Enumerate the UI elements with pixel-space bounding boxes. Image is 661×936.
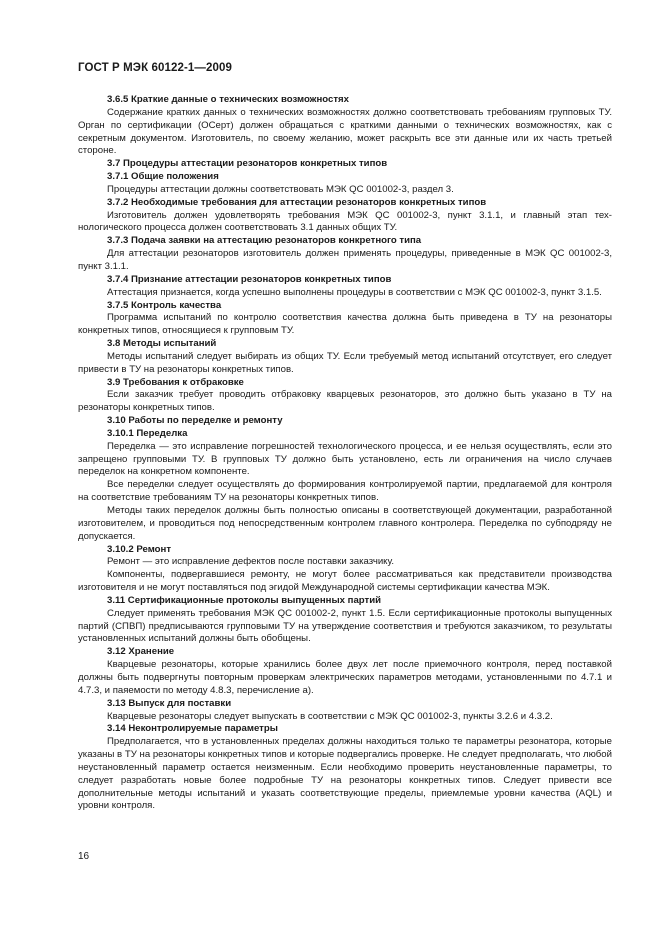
body-paragraph: Для аттестации резонаторов изготовитель должен применять процедуры, приведенные в МЭК QC 001002-3, пункт 3.1.1. [78,248,612,272]
section-heading: 3.7.2 Необходимые требования для аттестации резонаторов конкретных типов [107,196,487,208]
body-paragraph: Содержание кратких данных о технических возможностях должно соответствовать требованиям групповых ТУ. Орган по сертификации (ОСерт) должен обращаться с краткими данными о технических возможностях, как с секретным документом. Изготовитель, по своему желанию, может раскрыть все эти данные или их часть третьей стороне. [78,106,612,157]
body-paragraph: Компоненты, подвергавшиеся ремонту, не могут более рассматриваться как представители производства изготовителя и не могут поставляться под эгидой Международной системы сертификации качества МЭК. [78,569,612,594]
section-heading: 3.7.1 Общие положения [107,171,219,183]
section-heading: 3.7 Процедуры аттестации резонаторов конкретных типов [107,158,388,170]
section-heading: 3.10 Работы по переделке и ремонту [107,415,283,427]
body-paragraph: Методы испытаний следует выбирать из общих ТУ. Если требуемый метод испытаний отсутствует, его следует привести в ТУ на резонаторы конкретных типов. [78,350,612,375]
body-paragraph: Следует применять требования МЭК QC 001002-2, пункт 1.5. Если сертификационные протоколы выпущенных партий (СПВП) предписываются групповыми ТУ на утверждение соответствия и требуются заказчиком, то результаты установленных испытаний должны быть обобщены. [78,607,612,645]
page-number: 16 [78,851,90,862]
body-paragraph: Аттестация признается, когда успешно выполнены процедуры в соответствии с МЭК QC 001002-3, пункт 3.1.5. [107,286,602,298]
body-paragraph: Программа испытаний по контролю соответствия качества должна быть приведена в ТУ на резонаторы конкретных типов, относящиеся к групповым ТУ. [78,312,612,337]
section-heading: 3.13 Выпуск для поставки [107,697,232,709]
body-paragraph: Кварцевые резонаторы следует выпускать в соответствии с МЭК QC 001002-3, пункты 3.2.6 и 4.3.2. [107,710,553,722]
section-heading: 3.14 Неконтролируемые параметры [107,723,278,735]
body-paragraph: Если заказчик требует проводить отбраковку кварцевых резонаторов, это должно быть указано в ТУ на резонаторы конкретных типов. [78,389,612,414]
section-heading: 3.7.5 Контроль качества [107,299,222,311]
document-header: ГОСТ Р МЭК 60122-1—2009 [78,62,232,74]
section-heading: 3.8 Методы испытаний [107,338,217,350]
section-heading: 3.9 Требования к отбраковке [107,376,244,388]
body-paragraph: Методы таких переделок должны быть полностью описаны в соответствующей документации, разработанной изготовителем, и проводиться под непосредственным контролем главного контролера. Переделка по субподряду не допускается. [78,505,612,542]
section-heading: 3.10.1 Переделка [107,427,188,439]
body-paragraph: Переделка — это исправление погрешностей технологического процесса, и ее нельзя осуществлять, если это запрещено групповыми ТУ. В групповых ТУ должно быть установлено, есть ли ограничения на число случаев переделок на конкретном компоненте. [78,440,612,478]
body-paragraph: Ремонт — это исправление дефектов после поставки заказчику. [107,556,394,568]
section-heading: 3.12 Хранение [107,646,175,658]
body-paragraph: Предполагается, что в установленных пределах должны находиться только те параметры резонатора, которые указаны в ТУ на резонаторы конкретных типов и которые подвергались проверке. Не следует предполагать, что любой неустановленный параметр остается неизменным. Если необходимо проверить неустановленные параметры, то следует разработать новые более подробные ТУ на резонаторы конкретных типов. Следует привести все дополнительные методы испытаний и указать соответствующие пределы, приемлемые уровни качества (AQL) и уровни контроля. [78,736,612,812]
body-paragraph: Кварцевые резонаторы, которые хранились более двух лет после приемочного контроля, перед поставкой должны быть подвергнуты повторным проверкам электрических параметров методами, установленными по 4.7.1 и 4.7.3, и паяемости по методу 4.8.3, перечисление а). [78,659,612,696]
body-paragraph: Процедуры аттестации должны соответствовать МЭК QC 001002-3, раздел 3. [107,183,454,195]
body-paragraph: Все переделки следует осуществлять до формирования контролируемой партии, предлагаемой для контроля на соответствие требованиям ТУ на резонаторы конкретных типов. [78,479,612,504]
section-heading: 3.11 Сертификационные протоколы выпущенных партий [107,594,382,606]
section-heading: 3.6.5 Краткие данные о технических возможностях [107,94,349,105]
document-body [78,94,612,813]
body-paragraph: Изготовитель должен удовлетворять требования МЭК QC 001002-3, пункт 3.1.1, и главный этап технологического процесса должен соответствовать 3.1 данных общих ТУ. [78,209,612,234]
section-heading: 3.7.4 Признание аттестации резонаторов конкретных типов [107,273,392,285]
section-heading: 3.7.3 Подача заявки на аттестацию резонаторов конкретного типа [107,235,422,247]
section-heading: 3.10.2 Ремонт [107,543,172,555]
